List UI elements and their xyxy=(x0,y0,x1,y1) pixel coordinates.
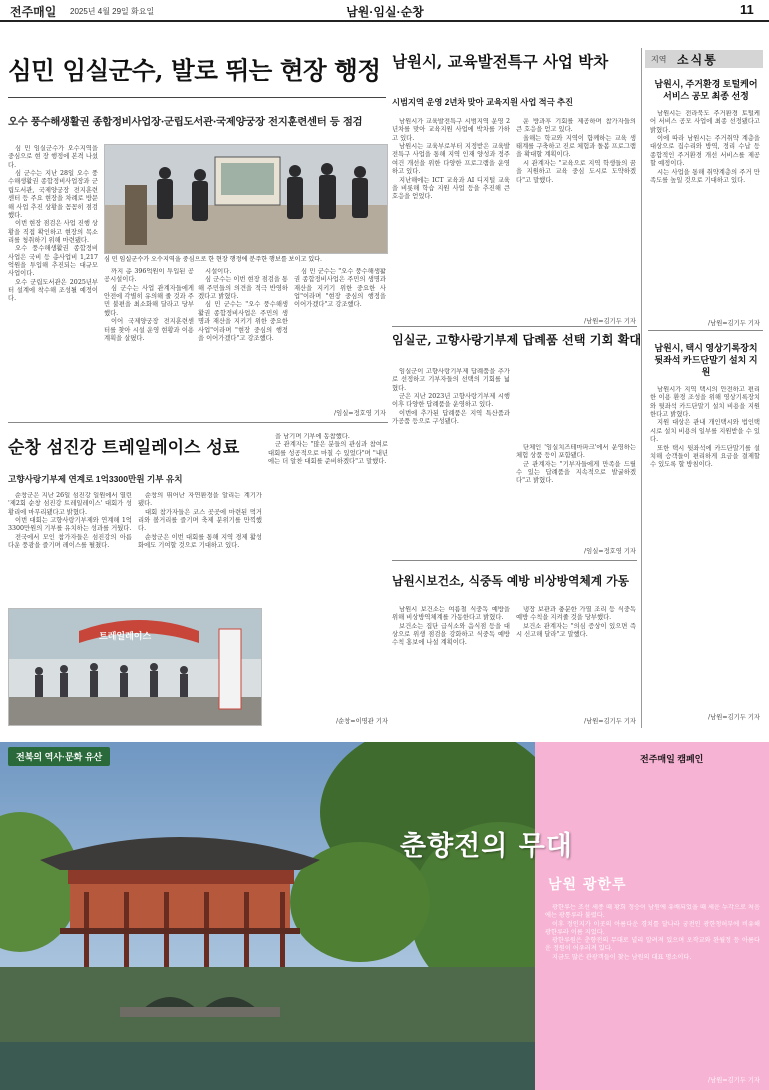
campaign-badge: 전북의 역사·문화 유산 xyxy=(8,747,110,766)
main-story-col4: 심 민 군수는 "오수 풍수해생활권 종합정비사업은 주민의 생명과 재산을 지키기 위한 중요한 사업"이라며 "현장 중심의 행정을 이어가겠다"고 강조했다. xyxy=(294,268,386,309)
short-news-byline: /남원=김기두 기자 xyxy=(708,714,760,721)
short-news-item-title: 남원시, 택시 영상기록장치 뒷좌석 카드단말기 설치 지원 xyxy=(654,343,758,378)
namwon-headline: 남원시, 교육발전특구 사업 박차 xyxy=(392,52,609,71)
short-news-title: 소식통 xyxy=(677,53,718,67)
campaign-label: 전주매일 캠페인 xyxy=(640,754,704,764)
page-header xyxy=(0,0,769,22)
rule xyxy=(648,330,763,331)
campaign-title: 춘향전의 무대 xyxy=(400,831,573,862)
sunchang-col2: 순창의 뛰어난 자연환경을 알리는 계기가 됐다. 대회 참가자들은 코스 곳곳에 마련된 먹거리와 볼거리를 즐기며 축제 분위기를 만끽했다. 순창군은 이번 대회를 통해 지역 경제 활성화에도 기여할 것으로 기대하고 있다. xyxy=(138,492,262,550)
sunchang-headline: 순창 섬진강 트레일레이스 성료 xyxy=(8,438,240,458)
sunchang-byline: /순창=이명관 기자 xyxy=(336,718,388,725)
page-number: 11 xyxy=(740,2,754,17)
imsil-col1: 임실군이 고향사랑기부제 답례품을 추가로 선정하고 기부자들의 선택의 기회를 넓혔다. 군은 지난 2023년 고향사랑기부제 시행 이후 다양한 답례품을 운영하고 있다. 이번에 추가된 답례품은 지역 특산품과 가공품 등으로 구성됐다. xyxy=(392,368,510,426)
vertical-divider xyxy=(641,48,642,728)
rule xyxy=(392,560,637,561)
namwon-byline: /남원=김기두 기자 xyxy=(584,318,636,325)
short-news-byline: /남원=김기두 기자 xyxy=(708,320,760,327)
main-story-col2: 까지 총 396억원이 투입된 공공시설이다. 심 군수는 사업 관계자들에게 안전에 각별히 유의해 줄 것과 주민 불편을 최소화해 달라고 당부했다. 이어 국제양궁장 전지훈련센터를 찾아 시설 운영 현황과 이용 계획을 살폈다. xyxy=(104,268,194,342)
issue-date: 2025년 4월 29일 화요일 xyxy=(70,7,155,16)
main-subheadline: 오수 풍수해생활권 종합정비사업장·군립도서관·국제양궁장 전지훈련센터 등 점검 xyxy=(8,116,363,128)
health-col2: 냉장 보관과 충분한 가열 조리 등 식중독 예방 수칙을 지켜줄 것을 당부했다. 보건소 관계자는 "의심 증상이 있으면 즉시 신고해 달라"고 말했다. xyxy=(516,606,636,639)
sunchang-col3: 을 남기며 기부에 동참했다. 군 관계자는 "많은 분들의 관심과 참여로 대회를 성공적으로 마칠 수 있었다"며 "내년에는 더 알찬 대회를 준비하겠다"고 말했다. xyxy=(268,433,388,466)
section-title: 남원·임실·순창 xyxy=(346,5,424,19)
short-news-item-body: 남원시가 지역 택시의 안전하고 편리한 이용 환경 조성을 위해 영상기록장치와 뒷좌석 카드단말기 설치 비용을 지원한다고 밝혔다. 지원 대상은 관내 개인택시와 법인택시로 설치 비용의 일부를 지원받을 수 있다. 또한 택시 뒷좌석에 카드단말기를 설치해 승객들이 편리하게 요금을 결제할 수 있도록 할 방침이다. xyxy=(650,386,760,469)
campaign-subtitle: 남원 광한루 xyxy=(548,877,627,893)
gwanghallu-pavilion-photo xyxy=(0,742,535,1090)
namwon-col1: 남원시가 교육발전특구 시범지역 운영 2년차를 맞아 교육지원 사업에 박차를 가하고 있다. 남원시는 교육부로부터 지정받은 교육발전특구 사업을 통해 지역 인재 양성과 정주 여건 개선을 위한 다양한 프로그램을 운영하고 있다. 지난해에는 ICT 교육과 AI 디지털 교육을 비롯해 학습 지원 사업 등을 추진해 큰 호응을 얻었다. xyxy=(392,118,510,201)
main-photo-caption: 심 민 임실군수가 오수지역을 중심으로 한 현장 행정에 분주한 행보를 보이고 있다. xyxy=(104,256,322,263)
namwon-subheadline: 시범지역 운영 2년차 맞아 교육지원 사업 적극 추진 xyxy=(392,97,574,107)
health-byline: /남원=김기두 기자 xyxy=(584,718,636,725)
rule xyxy=(8,97,386,98)
rule xyxy=(392,326,637,327)
main-byline: /임실=정호영 기자 xyxy=(334,410,386,417)
main-story-col1: 심 민 임실군수가 오수지역을 중심으로 현 장 행정에 본격 나섰다. 심 군수는 지난 28일 오수 풍수해생활권 종합정비사업장과 군립도서관, 국제양궁장 전지훈련센터 등 주요 현장을 차례로 방문해 사업 추진 상황을 꼼꼼히 점검했다. 이번 현장 점검은 사업 진행 상황을 직접 확인하고 현장의 목소리를 청취하기 위해 마련됐다. 오수 풍수해생활권 종합정비사업은 국비 등 총사업비 1,217억원을 투입해 추진되는 대규모 사업이다. 오수 군립도서관은 2025년부터 설계에 착수해 조성될 예정이다. xyxy=(8,145,98,303)
race-banner-text: 트레일레이스 xyxy=(99,631,152,641)
namwon-col2: 운 방과후 기회를 제공하며 참가자들의 큰 호응을 얻고 있다. 올해는 학교와 지역이 함께하는 교육 생태계를 구축하고 진로 체험과 돌봄 프로그램을 확대할 계획이다. 시 관계자는 "교육으로 지역 학생들의 꿈을 지원하고 교육 중심 도시로 도약하겠다"고 말했다. xyxy=(516,118,636,184)
health-headline: 남원시보건소, 식중독 예방 비상방역체계 가동 xyxy=(392,574,630,588)
main-headline: 심민 임실군수, 발로 뛰는 현장 행정 xyxy=(8,56,381,85)
health-col1: 남원시 보건소는 여름철 식중독 예방을 위해 비상방역체계를 가동한다고 밝혔다. 보건소는 집단 급식소와 음식점 등을 대상으로 위생 점검을 강화하고 식중독 예방 수칙 홍보에 나설 계획이다. xyxy=(392,606,510,647)
campaign-byline: /남원=김기두 기자 xyxy=(708,1077,760,1084)
short-news-item-title: 남원시, 주거환경 토털케어 서비스 공모 최종 선정 xyxy=(654,79,758,102)
short-news-label: 지역 xyxy=(651,55,667,64)
main-story-col3: 시설이다. 심 군수는 이번 현장 점검을 통해 주민들의 의견을 적극 반영하겠다고 밝혔다. 심 민 군수는 "오수 풍수해생활권 종합정비사업은 주민의 생명과 재산을 지키기 위한 중요한 사업"이라며 "현장 중심의 행정을 이어가겠다"고 강조했다. xyxy=(198,268,288,342)
campaign-body: 광한루는 조선 세종 때 황희 정승이 남원에 유배되었을 때 세운 누각으로 처음에는 광통루라 불렸다. 이후 정인지가 이곳의 아름다운 경치를 달나라 궁전인 광한청허부에 비유해 광한루라 이름 지었다. 광한루원은 춘향전의 무대로 널리 알려져 있으며 오작교와 완월정 등 아름다운 정원이 어우러져 있다. 지금도 많은 관광객들이 찾는 남원의 대표 명소이다. xyxy=(545,904,760,961)
rule xyxy=(8,422,388,423)
sunchang-col1: 순창군은 지난 26일 섬진강 일원에서 열린 '제2회 순창 섬진강 트레일레이스' 대회가 성황리에 마무리됐다고 밝혔다. 이번 대회는 고향사랑기부제와 연계해 1억3300만원의 기부를 유치하는 성과를 거뒀다. 전국에서 모인 참가자들은 섬진강의 아름다운 풍광을 즐기며 레이스를 펼쳤다. xyxy=(8,492,132,550)
sunchang-photo xyxy=(8,608,262,726)
imsil-byline: /임실=정호영 기자 xyxy=(584,548,636,555)
main-photo xyxy=(104,144,388,254)
imsil-headline: 임실군, 고향사랑기부제 답례품 선택 기회 확대 xyxy=(392,333,642,347)
campaign-photo xyxy=(0,742,535,1090)
short-news-item-body: 남원시는 전라북도 주거환경 토털케어 서비스 공모 사업에 최종 선정됐다고 밝혔다. 이에 따라 남원시는 주거취약 계층을 대상으로 집수리와 방역, 정리 수납 등 종합적인 주거환경 개선 서비스를 제공할 예정이다. 시는 사업을 통해 취약계층의 주거 만족도를 높일 것으로 기대하고 있다. xyxy=(650,110,760,184)
campaign-section xyxy=(0,742,769,1090)
race-start-photo xyxy=(9,609,262,726)
sunchang-subheadline: 고향사랑기부제 연계로 1억3300만원 기부 유치 xyxy=(8,474,183,484)
imsil-col2: 단체인 '임실치즈테마파크'에서 운영하는 체험 상품 등이 포함됐다. 군 관계자는 "기부자들에게 만족을 드릴 수 있는 답례품을 지속적으로 발굴하겠다"고 밝혔다. xyxy=(516,444,636,485)
officials-inspection-photo xyxy=(105,145,388,254)
short-news-header xyxy=(645,50,763,68)
paper-name: 전주매일 xyxy=(10,5,57,19)
